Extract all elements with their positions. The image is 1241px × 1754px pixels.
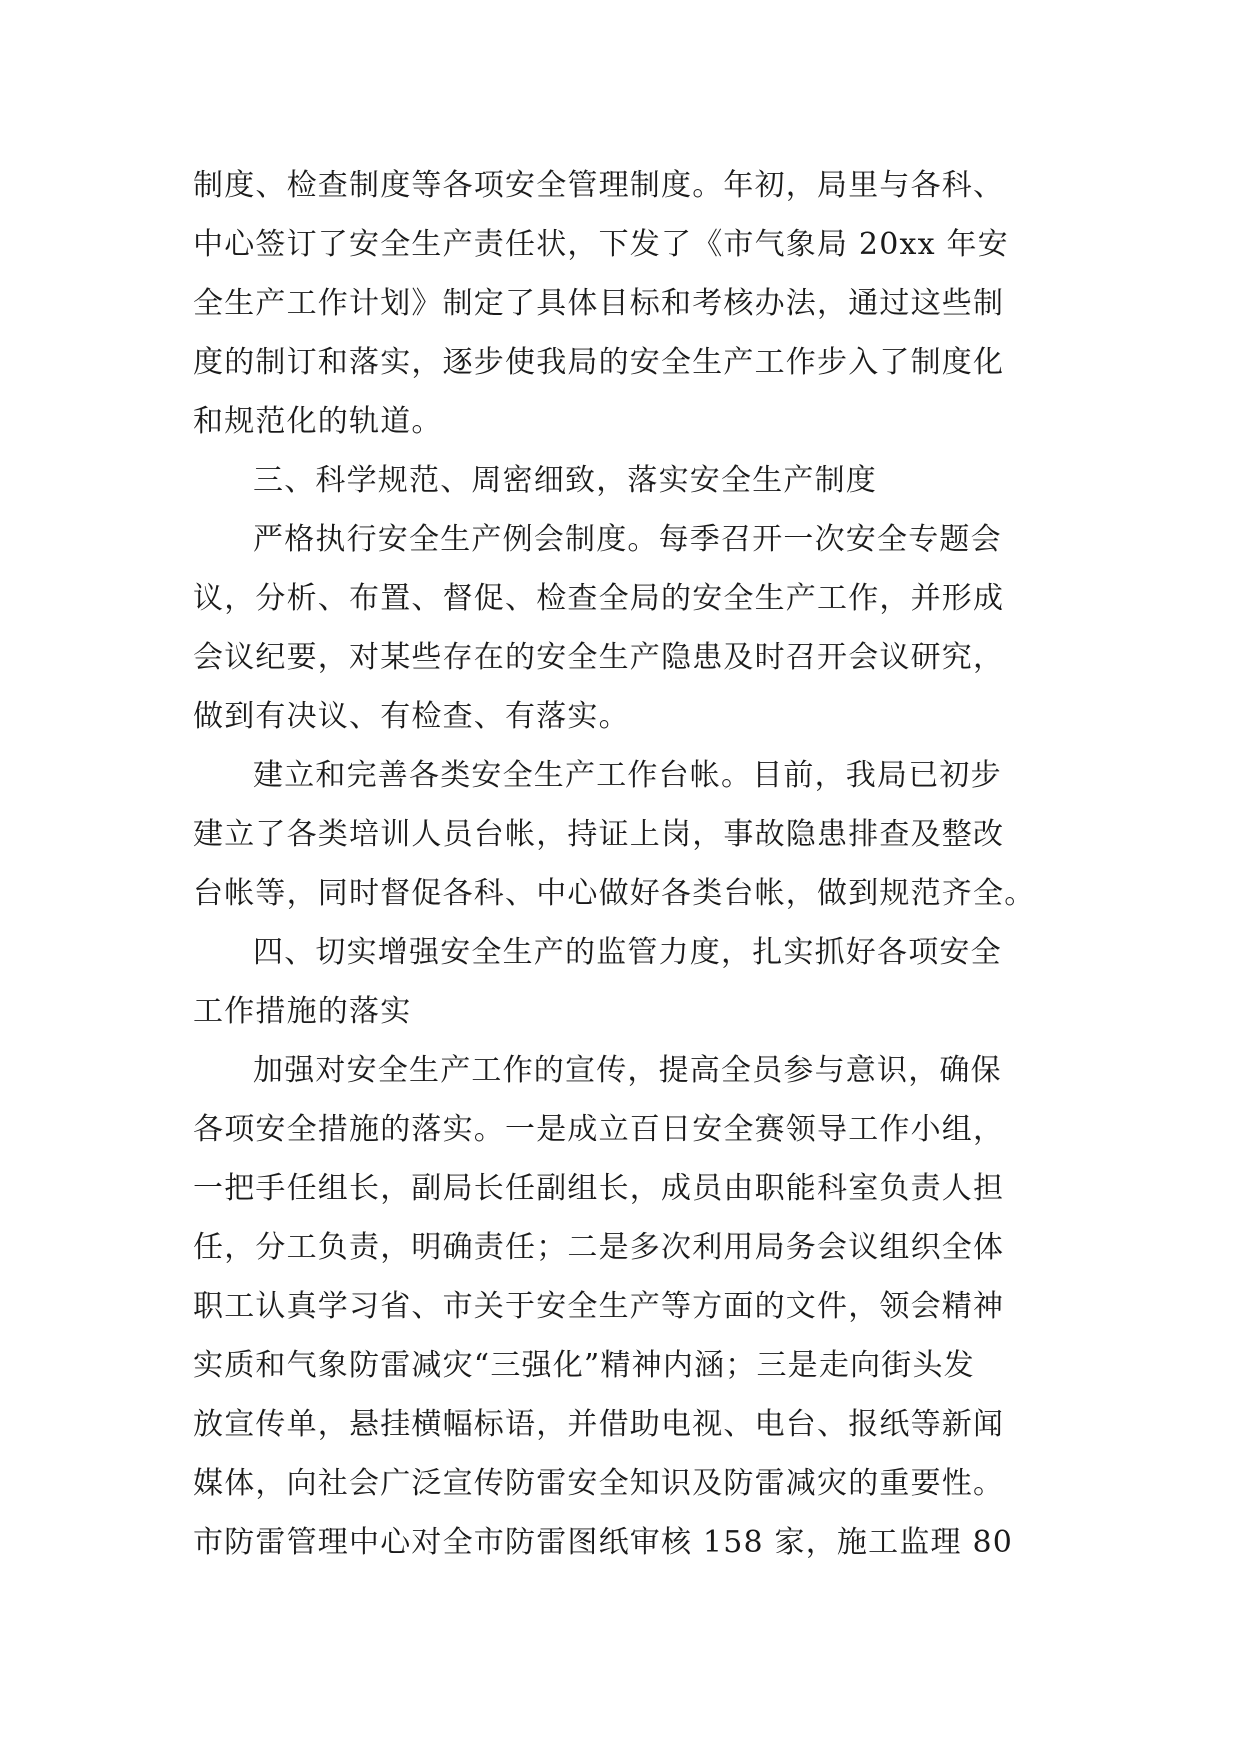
paragraph-line: 议，分析、布置、督促、检查全局的安全生产工作，并形成 — [193, 581, 1005, 616]
section-heading: 四、切实增强安全生产的监管力度，扎实抓好各项安全 — [253, 935, 1002, 970]
paragraph-line: 和规范化的轨道。 — [193, 404, 443, 439]
paragraph-line: 制度、检查制度等各项安全管理制度。年初，局里与各科、 — [193, 168, 1005, 203]
paragraph-line: 严格执行安全生产例会制度。每季召开一次安全专题会 — [253, 522, 1002, 557]
document-body — [193, 156, 1073, 1572]
paragraph-line: 放宣传单，悬挂横幅标语，并借助电视、电台、报纸等新闻 — [193, 1407, 1005, 1442]
paragraph-line: 各项安全措施的落实。一是成立百日安全赛领导工作小组， — [193, 1112, 1005, 1147]
paragraph-line: 度的制订和落实，逐步使我局的安全生产工作步入了制度化 — [193, 345, 1005, 380]
paragraph-line: 市防雷管理中心对全市防雷图纸审核 158 家，施工监理 80 — [193, 1525, 1014, 1560]
paragraph-line: 会议纪要，对某些存在的安全生产隐患及时召开会议研究， — [193, 640, 1005, 675]
section-heading-continuation: 工作措施的落实 — [193, 994, 412, 1029]
paragraph-line: 任，分工负责，明确责任；二是多次利用局务会议组织全体 — [193, 1230, 1005, 1265]
paragraph-line: 一把手任组长，副局长任副组长，成员由职能科室负责人担 — [193, 1171, 1005, 1206]
paragraph-line: 做到有决议、有检查、有落实。 — [193, 699, 630, 734]
section-heading: 三、科学规范、周密细致，落实安全生产制度 — [253, 463, 877, 498]
paragraph-line: 全生产工作计划》制定了具体目标和考核办法，通过这些制 — [193, 286, 1005, 321]
paragraph-line: 媒体，向社会广泛宣传防雷安全知识及防雷减灾的重要性。 — [193, 1466, 1005, 1501]
paragraph-line: 实质和气象防雷减灾“三强化”精神内涵；三是走向街头发 — [193, 1348, 975, 1383]
paragraph-line: 加强对安全生产工作的宣传，提高全员参与意识，确保 — [253, 1053, 1002, 1088]
paragraph-line: 台帐等，同时督促各科、中心做好各类台帐，做到规范齐全。 — [193, 876, 1036, 911]
paragraph-line: 职工认真学习省、市关于安全生产等方面的文件，领会精神 — [193, 1289, 1005, 1324]
paragraph-line: 中心签订了安全生产责任状，下发了《市气象局 20xx 年安 — [193, 227, 1009, 262]
paragraph-line: 建立了各类培训人员台帐，持证上岗，事故隐患排查及整改 — [193, 817, 1005, 852]
paragraph-line: 建立和完善各类安全生产工作台帐。目前，我局已初步 — [253, 758, 1002, 793]
